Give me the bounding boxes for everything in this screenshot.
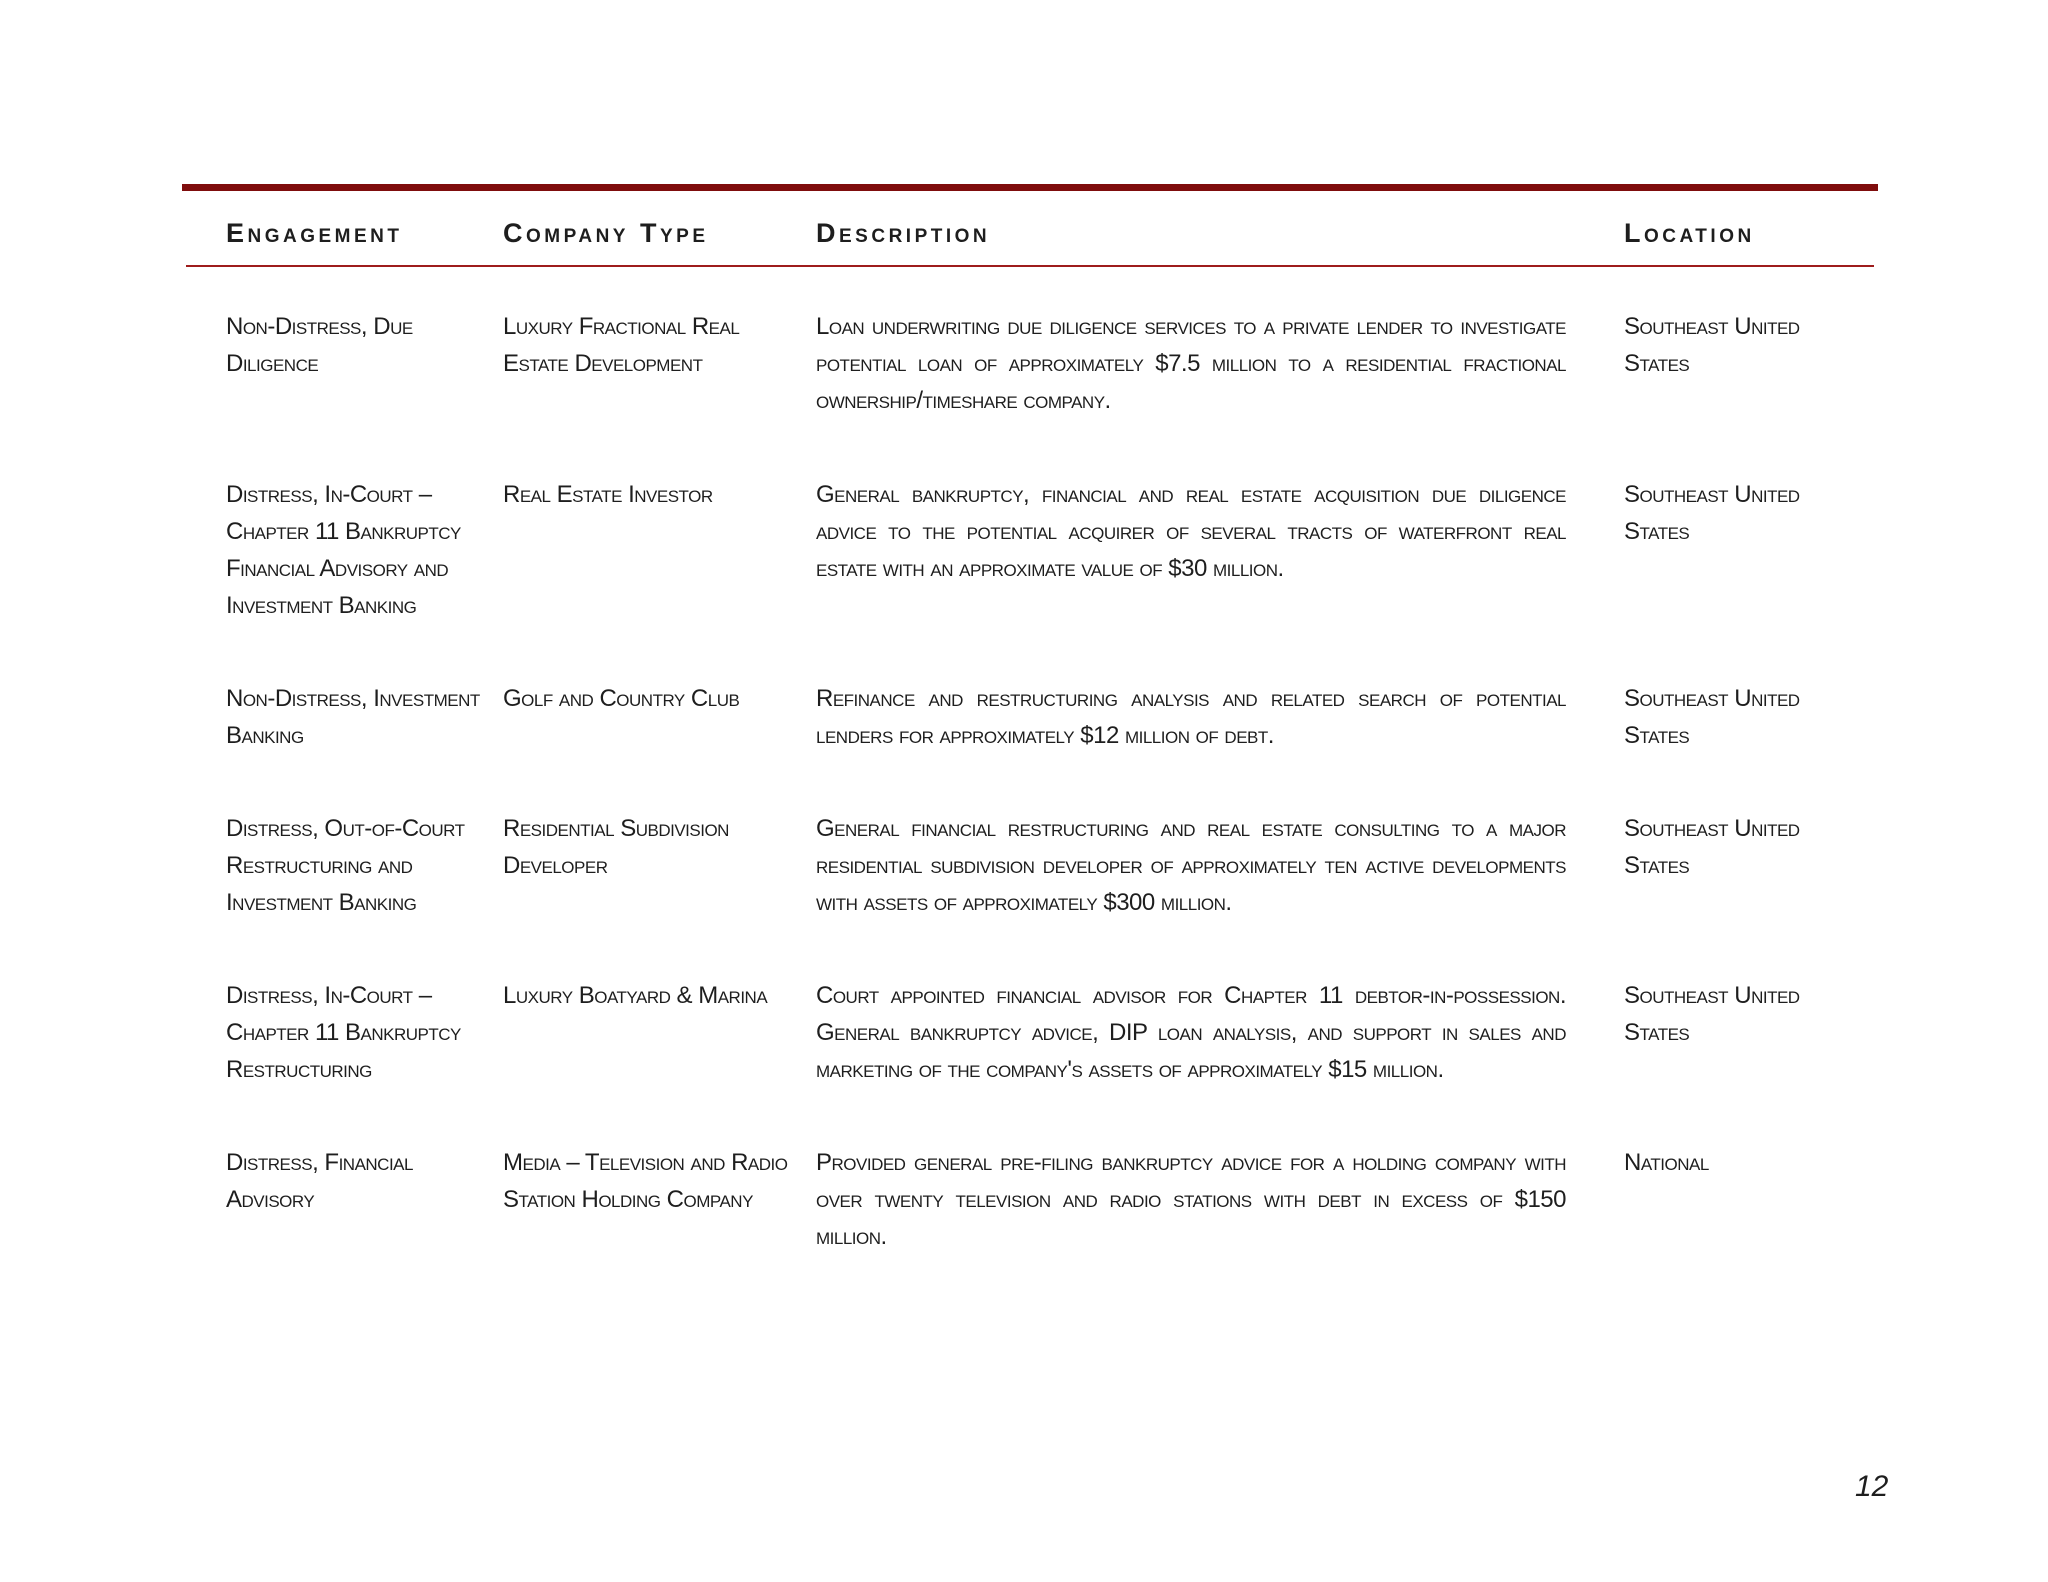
location-cell: Southeast United States [1624, 815, 1800, 879]
header-company-type: Company Type [503, 218, 709, 248]
top-accent-rule [182, 184, 1878, 191]
description-cell: Court appointed financial advisor for Chapter 11 debtor-in-possession. General bankruptcy advice, DIP loan analysis, and support in sales and marketing of the company's assets of approximately $15 million. [816, 982, 1566, 1083]
location-cell: Southeast United States [1624, 685, 1800, 749]
company-type-cell: Golf and Country Club [503, 685, 740, 712]
header-engagement: Engagement [226, 218, 403, 248]
location-cell: National [1624, 1149, 1709, 1176]
company-type-cell: Luxury Boatyard & Marina [503, 982, 768, 1009]
location-cell: Southeast United States [1624, 982, 1800, 1046]
company-type-cell: Real Estate Investor [503, 481, 713, 508]
company-type-cell: Luxury Fractional Real Estate Development [503, 313, 740, 377]
header-location: Location [1624, 218, 1755, 248]
company-type-cell: Residential Subdivision Developer [503, 815, 729, 879]
description-cell: General bankruptcy, financial and real estate acquisition due diligence advice to the potential acquirer of several tracts of waterfront real estate with an approximate value of $30 million. [816, 481, 1566, 582]
location-cell: Southeast United States [1624, 313, 1800, 377]
description-cell: General financial restructuring and real estate consulting to a major residential subdivision developer of approximately ten active developments with assets of approximately $300 million. [816, 815, 1566, 916]
page-number: 12 [1855, 1470, 1889, 1503]
location-cell: Southeast United States [1624, 481, 1800, 545]
engagement-cell: Distress, Out-of-Court Restructuring and Investment Banking [226, 815, 465, 916]
company-type-cell: Media – Television and Radio Station Holding Company [503, 1149, 788, 1213]
engagement-cell: Distress, In-Court – Chapter 11 Bankruptcy Restructuring [226, 982, 461, 1083]
engagement-cell: Non-Distress, Due Diligence [226, 313, 413, 377]
header-divider [186, 265, 1874, 267]
engagement-cell: Distress, Financial Advisory [226, 1149, 413, 1213]
header-description: Description [816, 218, 991, 248]
description-cell: Provided general pre-filing bankruptcy advice for a holding company with over twenty television and radio stations with debt in excess of $150 million. [816, 1149, 1566, 1250]
description-cell: Refinance and restructuring analysis and related search of potential lenders for approximately $12 million of debt. [816, 685, 1566, 749]
engagement-cell: Non-Distress, Investment Banking [226, 685, 480, 749]
description-cell: Loan underwriting due diligence services to a private lender to investigate potential loan of approximately $7.5 million to a residential fractional ownership/timeshare company. [816, 313, 1566, 414]
engagement-cell: Distress, In-Court – Chapter 11 Bankruptcy Financial Advisory and Investment Banking [226, 481, 461, 619]
